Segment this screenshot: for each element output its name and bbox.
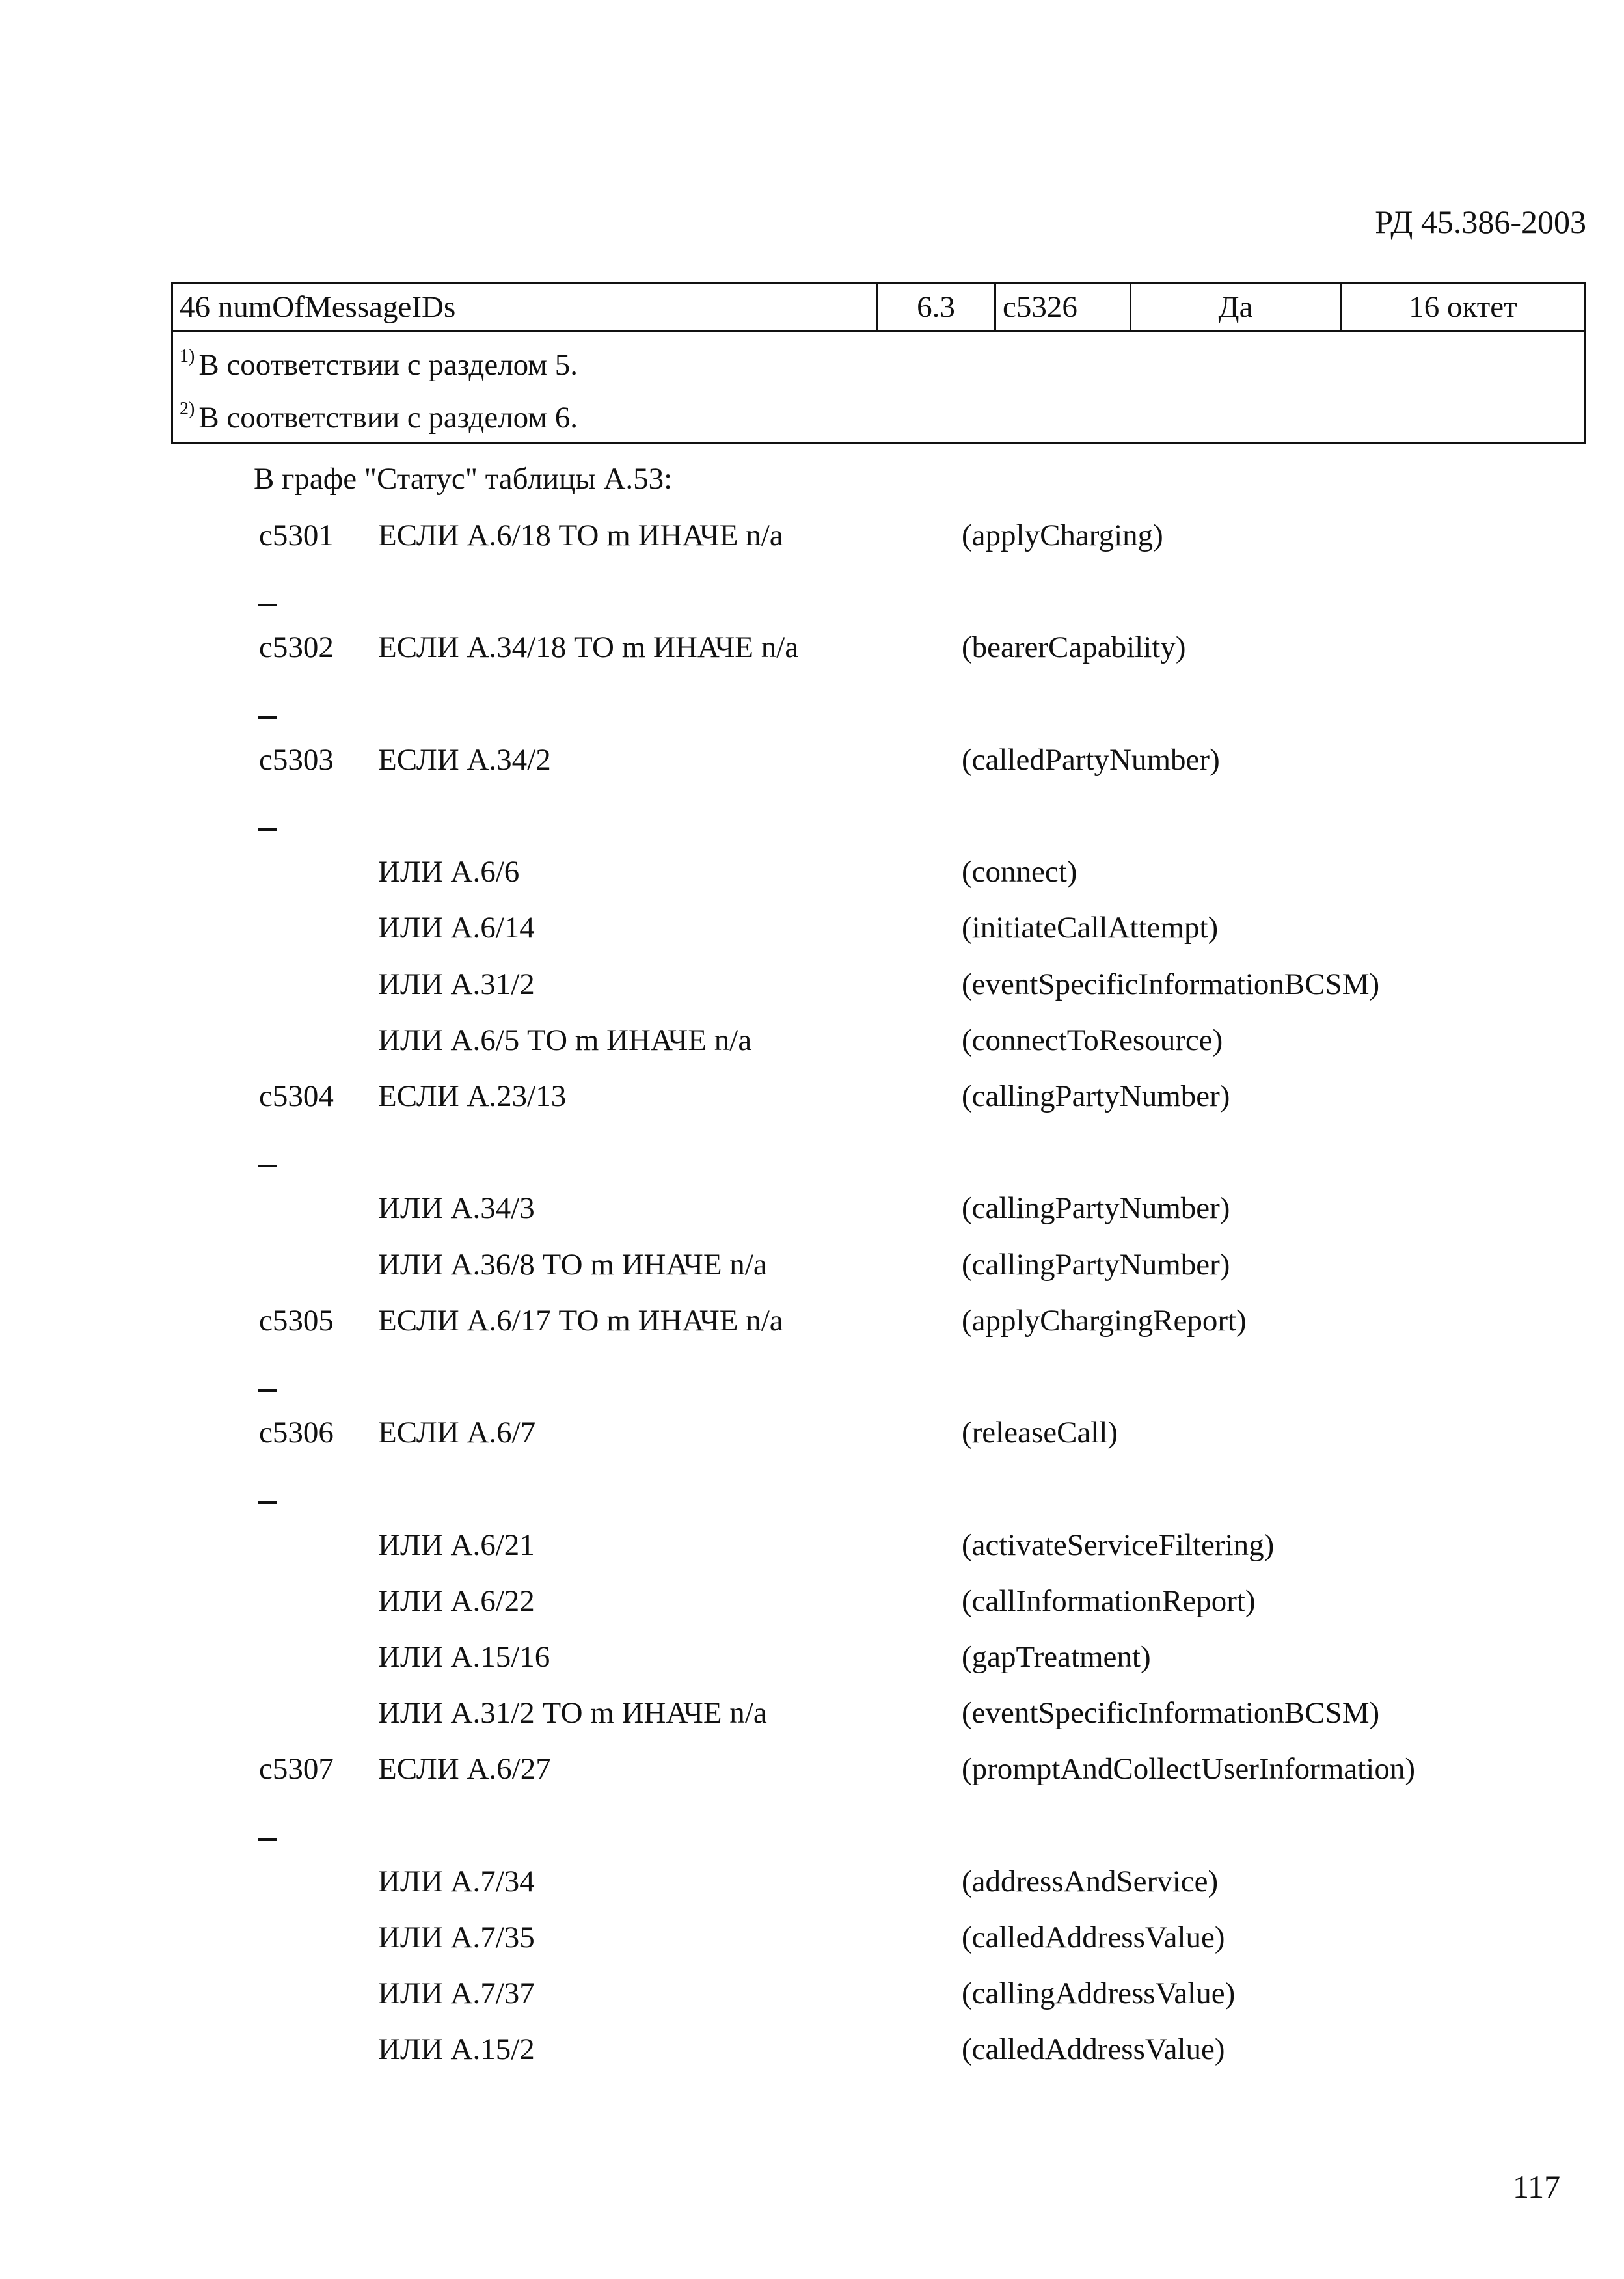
operation-name: (applyCharging) [962, 519, 1163, 552]
condition-expression: ИЛИ А.36/8 ТО m ИНАЧЕ n/a [378, 1248, 767, 1282]
condition-expression: ЕСЛИ А.6/7 [378, 1416, 536, 1450]
condition-row [0, 1405, 1624, 1461]
operation-name: (initiateCallAttempt) [962, 911, 1219, 945]
operation-name: (connectToResource) [962, 1023, 1223, 1057]
dash-row [0, 788, 1624, 844]
dash-row [0, 1798, 1624, 1854]
condition-expression: ИЛИ А.7/37 [378, 1976, 535, 2010]
page-number: 117 [1513, 2168, 1561, 2205]
footnote-text: В соответствии с разделом 5. [198, 348, 578, 382]
condition-row [0, 619, 1624, 675]
condition-code: c5304 [259, 1079, 334, 1113]
operation-name: (calledPartyNumber) [962, 743, 1220, 777]
condition-row [0, 1685, 1624, 1741]
condition-expression: ЕСЛИ А.23/13 [378, 1079, 567, 1113]
condition-row [0, 1293, 1624, 1349]
dash-row [0, 563, 1624, 619]
condition-row [0, 1629, 1624, 1685]
condition-row [0, 1741, 1624, 1797]
footnote-mark: 2) [180, 399, 195, 419]
operation-name: (eventSpecificInformationBCSM) [962, 967, 1380, 1001]
condition-expression: ИЛИ А.15/16 [378, 1640, 550, 1674]
operation-name: (promptAndCollectUserInformation) [962, 1752, 1415, 1786]
condition-row [0, 1965, 1624, 2021]
status-code-cell: c5326 [995, 284, 1131, 331]
condition-row [0, 1854, 1624, 1909]
condition-row [0, 732, 1624, 788]
length-cell: 16 октет [1341, 284, 1586, 331]
condition-row [0, 1573, 1624, 1629]
dash-row [0, 1461, 1624, 1517]
condition-code: c5301 [259, 519, 334, 552]
condition-row [0, 1237, 1624, 1293]
condition-expression: ЕСЛИ А.6/27 [378, 1752, 551, 1786]
spec-table [171, 282, 1586, 444]
dash-row [0, 1124, 1624, 1180]
dash-mark [258, 604, 277, 606]
condition-expression: ИЛИ А.31/2 [378, 967, 535, 1001]
condition-expression: ИЛИ А.6/6 [378, 855, 520, 889]
operation-name: (callingPartyNumber) [962, 1079, 1230, 1113]
condition-expression: ИЛИ А.15/2 [378, 2032, 535, 2066]
condition-expression: ЕСЛИ А.6/17 ТО m ИНАЧЕ n/a [378, 1304, 783, 1338]
condition-code: c5305 [259, 1304, 334, 1338]
condition-expression: ЕСЛИ А.34/2 [378, 743, 551, 777]
document-header: РД 45.386-2003 [1375, 204, 1586, 240]
condition-expression: ЕСЛИ А.34/18 ТО m ИНАЧЕ n/a [378, 630, 799, 664]
dash-mark [258, 1501, 277, 1504]
dash-mark [258, 1838, 277, 1841]
condition-expression: ИЛИ А.6/14 [378, 911, 535, 945]
operation-name: (calledAddressValue) [962, 2032, 1225, 2066]
dash-row [0, 1349, 1624, 1405]
intro-text: В графе "Статус" таблицы А.53: [254, 462, 673, 496]
condition-row [0, 900, 1624, 956]
condition-expression: ИЛИ А.6/22 [378, 1584, 535, 1618]
parameter-name-cell: 46 numOfMessageIDs [172, 284, 877, 331]
condition-expression: ИЛИ А.7/34 [378, 1865, 535, 1898]
footnote [180, 387, 1578, 440]
operation-name: (addressAndService) [962, 1865, 1219, 1898]
condition-row [0, 507, 1624, 563]
footnotes-cell [172, 331, 1586, 444]
condition-code: c5302 [259, 630, 334, 664]
dash-mark [258, 1165, 277, 1167]
operation-name: (activateServiceFiltering) [962, 1528, 1275, 1562]
dash-mark [258, 828, 277, 831]
condition-row [0, 956, 1624, 1012]
condition-code: c5303 [259, 743, 334, 777]
condition-expression: ИЛИ А.34/3 [378, 1191, 535, 1225]
footnote-mark: 1) [180, 346, 195, 366]
condition-expression: ИЛИ А.31/2 ТО m ИНАЧЕ n/a [378, 1696, 767, 1730]
footnote-text: В соответствии с разделом 6. [198, 401, 578, 435]
footnote [180, 334, 1578, 387]
condition-row [0, 844, 1624, 900]
condition-row [0, 1012, 1624, 1068]
operation-name: (applyChargingReport) [962, 1304, 1247, 1338]
condition-expression: ИЛИ А.7/35 [378, 1921, 535, 1954]
condition-expression: ИЛИ А.6/21 [378, 1528, 535, 1562]
table-row [172, 284, 1586, 331]
condition-row [0, 1909, 1624, 1965]
operation-name: (bearerCapability) [962, 630, 1186, 664]
operation-name: (callingPartyNumber) [962, 1248, 1230, 1282]
operation-name: (connect) [962, 855, 1077, 889]
operation-name: (gapTreatment) [962, 1640, 1151, 1674]
dash-row [0, 676, 1624, 732]
dash-mark [258, 716, 277, 719]
condition-row [0, 2021, 1624, 2077]
condition-expression: ИЛИ А.6/5 ТО m ИНАЧЕ n/a [378, 1023, 752, 1057]
condition-row [0, 1180, 1624, 1236]
table-notes-row [172, 331, 1586, 444]
condition-code: c5306 [259, 1416, 334, 1450]
operation-name: (callingPartyNumber) [962, 1191, 1230, 1225]
section-cell: 6.3 [877, 284, 995, 331]
condition-code: c5307 [259, 1752, 334, 1786]
condition-row [0, 1517, 1624, 1573]
operation-name: (calledAddressValue) [962, 1921, 1225, 1954]
operation-name: (callingAddressValue) [962, 1976, 1236, 2010]
operation-name: (eventSpecificInformationBCSM) [962, 1696, 1380, 1730]
condition-row [0, 1068, 1624, 1124]
operation-name: (callInformationReport) [962, 1584, 1256, 1618]
support-cell: Да [1131, 284, 1341, 331]
operation-name: (releaseCall) [962, 1416, 1118, 1450]
condition-expression: ЕСЛИ А.6/18 ТО m ИНАЧЕ n/a [378, 519, 783, 552]
dash-mark [258, 1389, 277, 1392]
